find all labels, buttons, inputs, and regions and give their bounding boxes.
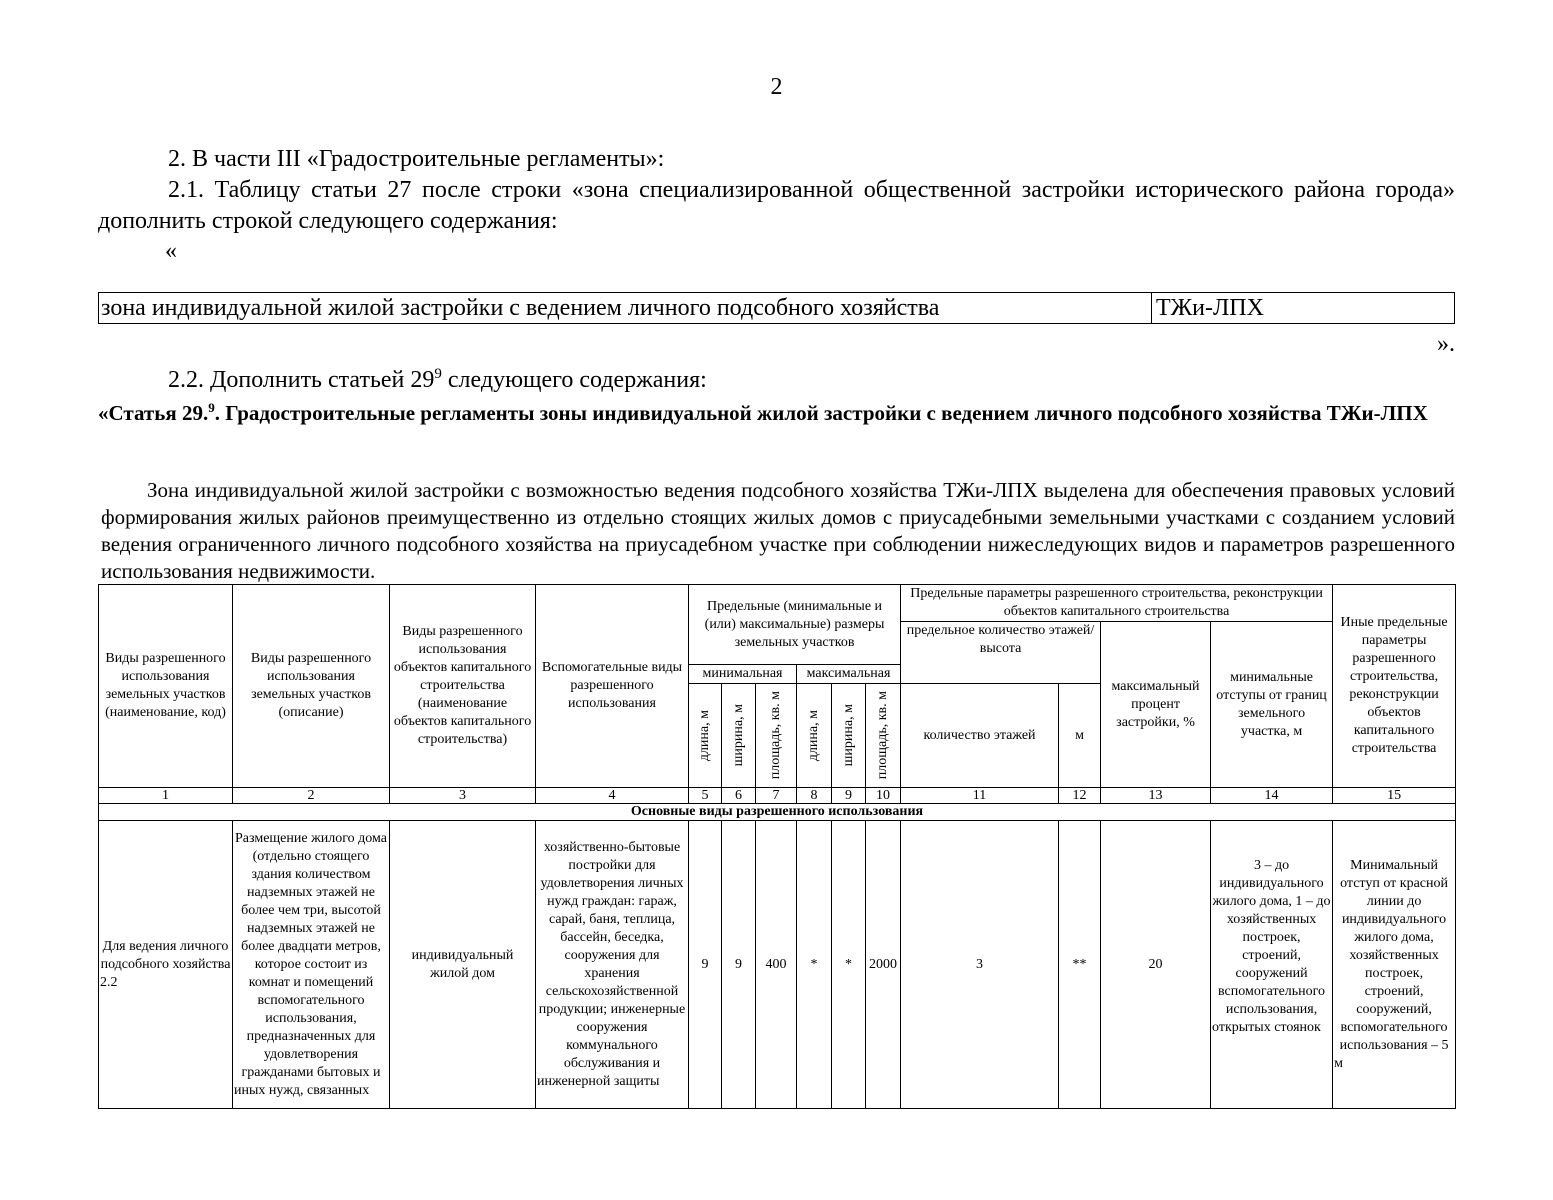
row-min-length: 9 — [689, 821, 722, 1109]
article-heading-suffix: . Градостроительные регламенты зоны индивидуальной жилой застройки с ведением личного подсобного хозяйства ТЖи-ЛПХ — [214, 401, 1428, 425]
header-min-area-text: площадь, кв. м — [768, 691, 783, 780]
row-meters: ** — [1059, 821, 1101, 1109]
header-max-length-text: длина, м — [806, 709, 821, 762]
header-building-use-kinds: Виды разрешенного использования объектов капитального строительства (наименование объектов капитального строительства) — [390, 585, 536, 788]
header-max-width — [832, 684, 866, 788]
header-floors-count: количество этажей — [901, 684, 1059, 788]
header-max-percent: максимальный процент застройки, % — [1101, 622, 1211, 788]
header-land-plot-limits: Предельные (минимальные и (или) максимальные) размеры земельных участков — [689, 585, 901, 665]
header-auxiliary-use: Вспомогательные виды разрешенного использования — [536, 585, 689, 788]
paragraph-article-29-9 — [98, 359, 1455, 396]
header-max-width-text: ширина, м — [840, 704, 856, 767]
section-title: Основные виды разрешенного использования — [99, 804, 1456, 821]
header-max-area-text: площадь, кв. м — [875, 691, 891, 780]
header-other-limits: Иные предельные параметры разрешенного строительства, реконструкции объектов капитального строительства — [1333, 585, 1456, 788]
header-min-length-text: длина, м — [697, 709, 712, 762]
column-number: 5 — [689, 788, 722, 804]
quote-close: ». — [1437, 331, 1455, 357]
table-row — [99, 821, 1456, 1109]
column-number: 13 — [1101, 788, 1211, 804]
header-maximal: максимальная — [797, 665, 901, 684]
header-max-length — [797, 684, 832, 788]
row-land-use-description: Размещение жилого дома (отдельно стоящего здания количеством надземных этажей не более чем три, высотой надземных этажей не более двадцати метров, которое состоит из комнат и помещений вспомогательного использования, предназначенных для удовлетворения гражданами бытовых и иных нужд, связанных — [233, 821, 390, 1109]
header-min-width — [722, 684, 756, 788]
header-max-area — [866, 684, 901, 788]
row-max-area: 2000 — [866, 821, 901, 1109]
column-number: 15 — [1333, 788, 1456, 804]
paragraph-article-prefix: 2.2. Дополнить статьей 29 — [168, 367, 435, 393]
column-number: 6 — [722, 788, 756, 804]
row-land-use-kind: Для ведения личного подсобного хозяйства 2.2 — [99, 821, 233, 1109]
quote-open: « — [165, 238, 177, 264]
article-heading-prefix: «Статья 29. — [98, 401, 209, 425]
paragraph-article-suffix: следующего содержания: — [441, 367, 707, 393]
column-number: 11 — [901, 788, 1059, 804]
column-number: 4 — [536, 788, 689, 804]
zone-row-code: ТЖи-ЛПХ — [1156, 295, 1264, 321]
article-heading-sup: 9 — [208, 400, 215, 415]
page-number: 2 — [770, 74, 783, 100]
article-heading — [98, 395, 1455, 426]
header-land-use-kinds: Виды разрешенного использования земельных участков (наименование, код) — [99, 585, 233, 788]
row-max-width: * — [832, 821, 866, 1109]
row-max-length: * — [797, 821, 832, 1109]
column-number: 1 — [99, 788, 233, 804]
row-max-percent: 20 — [1101, 821, 1211, 1109]
column-number: 12 — [1059, 788, 1101, 804]
column-number: 10 — [866, 788, 901, 804]
column-number: 9 — [832, 788, 866, 804]
zone-description: Зона индивидуальной жилой застройки с возможностью ведения подсобного хозяйства ТЖи-ЛПХ выделена для обеспечения правовых условий формирования жилых районов преимущественно из отдельно стоящих жилых домов с приусадебными земельными участками с созданием условий ведения ограниченного личного подсобного хозяйства на приусадебном участке при соблюдении нижеследующих видов и параметров разрешенного использования недвижимости. — [101, 478, 1455, 583]
paragraph-part-iii: 2. В части III «Градостроительные регламенты»: — [168, 146, 665, 172]
column-number: 8 — [797, 788, 832, 804]
header-min-width-text: ширина, м — [730, 704, 746, 767]
column-number: 2 — [233, 788, 390, 804]
header-minimal: минимальная — [689, 665, 797, 684]
header-min-setback: минимальные отступы от границ земельного участка, м — [1211, 622, 1333, 788]
row-min-area: 400 — [756, 821, 797, 1109]
header-land-use-description: Виды разрешенного использования земельных участков (описание) — [233, 585, 390, 788]
row-other-limits: Минимальный отступ от красной линии до индивидуального жилого дома, хозяйственных построек, строений, сооружений, вспомогательного использования – 5 м — [1333, 821, 1456, 1109]
regulation-table — [98, 584, 1456, 1109]
paragraph-table-27: 2.1. Таблицу статьи 27 после строки «зона специализированной общественной застройки исторического района города» дополнить строкой следующего содержания: — [98, 177, 1455, 234]
column-number: 3 — [390, 788, 536, 804]
row-floors-count: 3 — [901, 821, 1059, 1109]
column-number: 7 — [756, 788, 797, 804]
paragraph-article-sup: 9 — [434, 366, 442, 382]
header-meters: м — [1059, 684, 1101, 788]
column-number: 14 — [1211, 788, 1333, 804]
zone-row — [98, 292, 1455, 324]
header-min-length — [689, 684, 722, 788]
header-floors-height: предельное количество этажей/высота — [901, 622, 1101, 684]
header-min-area — [756, 684, 797, 788]
row-min-width: 9 — [722, 821, 756, 1109]
row-min-setback: 3 – до индивидуального жилого дома, 1 – до хозяйственных построек, строений, сооружений вспомогательного использования, открытых стоянок — [1211, 821, 1333, 1109]
row-auxiliary-use: хозяйственно-бытовые постройки для удовлетворения личных нужд граждан: гараж, сарай, баня, теплица, бассейн, беседка, сооружения для хранения сельскохозяйственной продукции; инженерные сооружения коммунального обслуживания и инженерной защиты — [536, 821, 689, 1109]
header-building-limits: Предельные параметры разрешенного строительства, реконструкции объектов капитального строительства — [901, 585, 1333, 622]
row-building-use-kind: индивидуальный жилой дом — [390, 821, 536, 1109]
zone-row-name: зона индивидуальной жилой застройки с ведением личного подсобного хозяйства — [99, 293, 1152, 323]
